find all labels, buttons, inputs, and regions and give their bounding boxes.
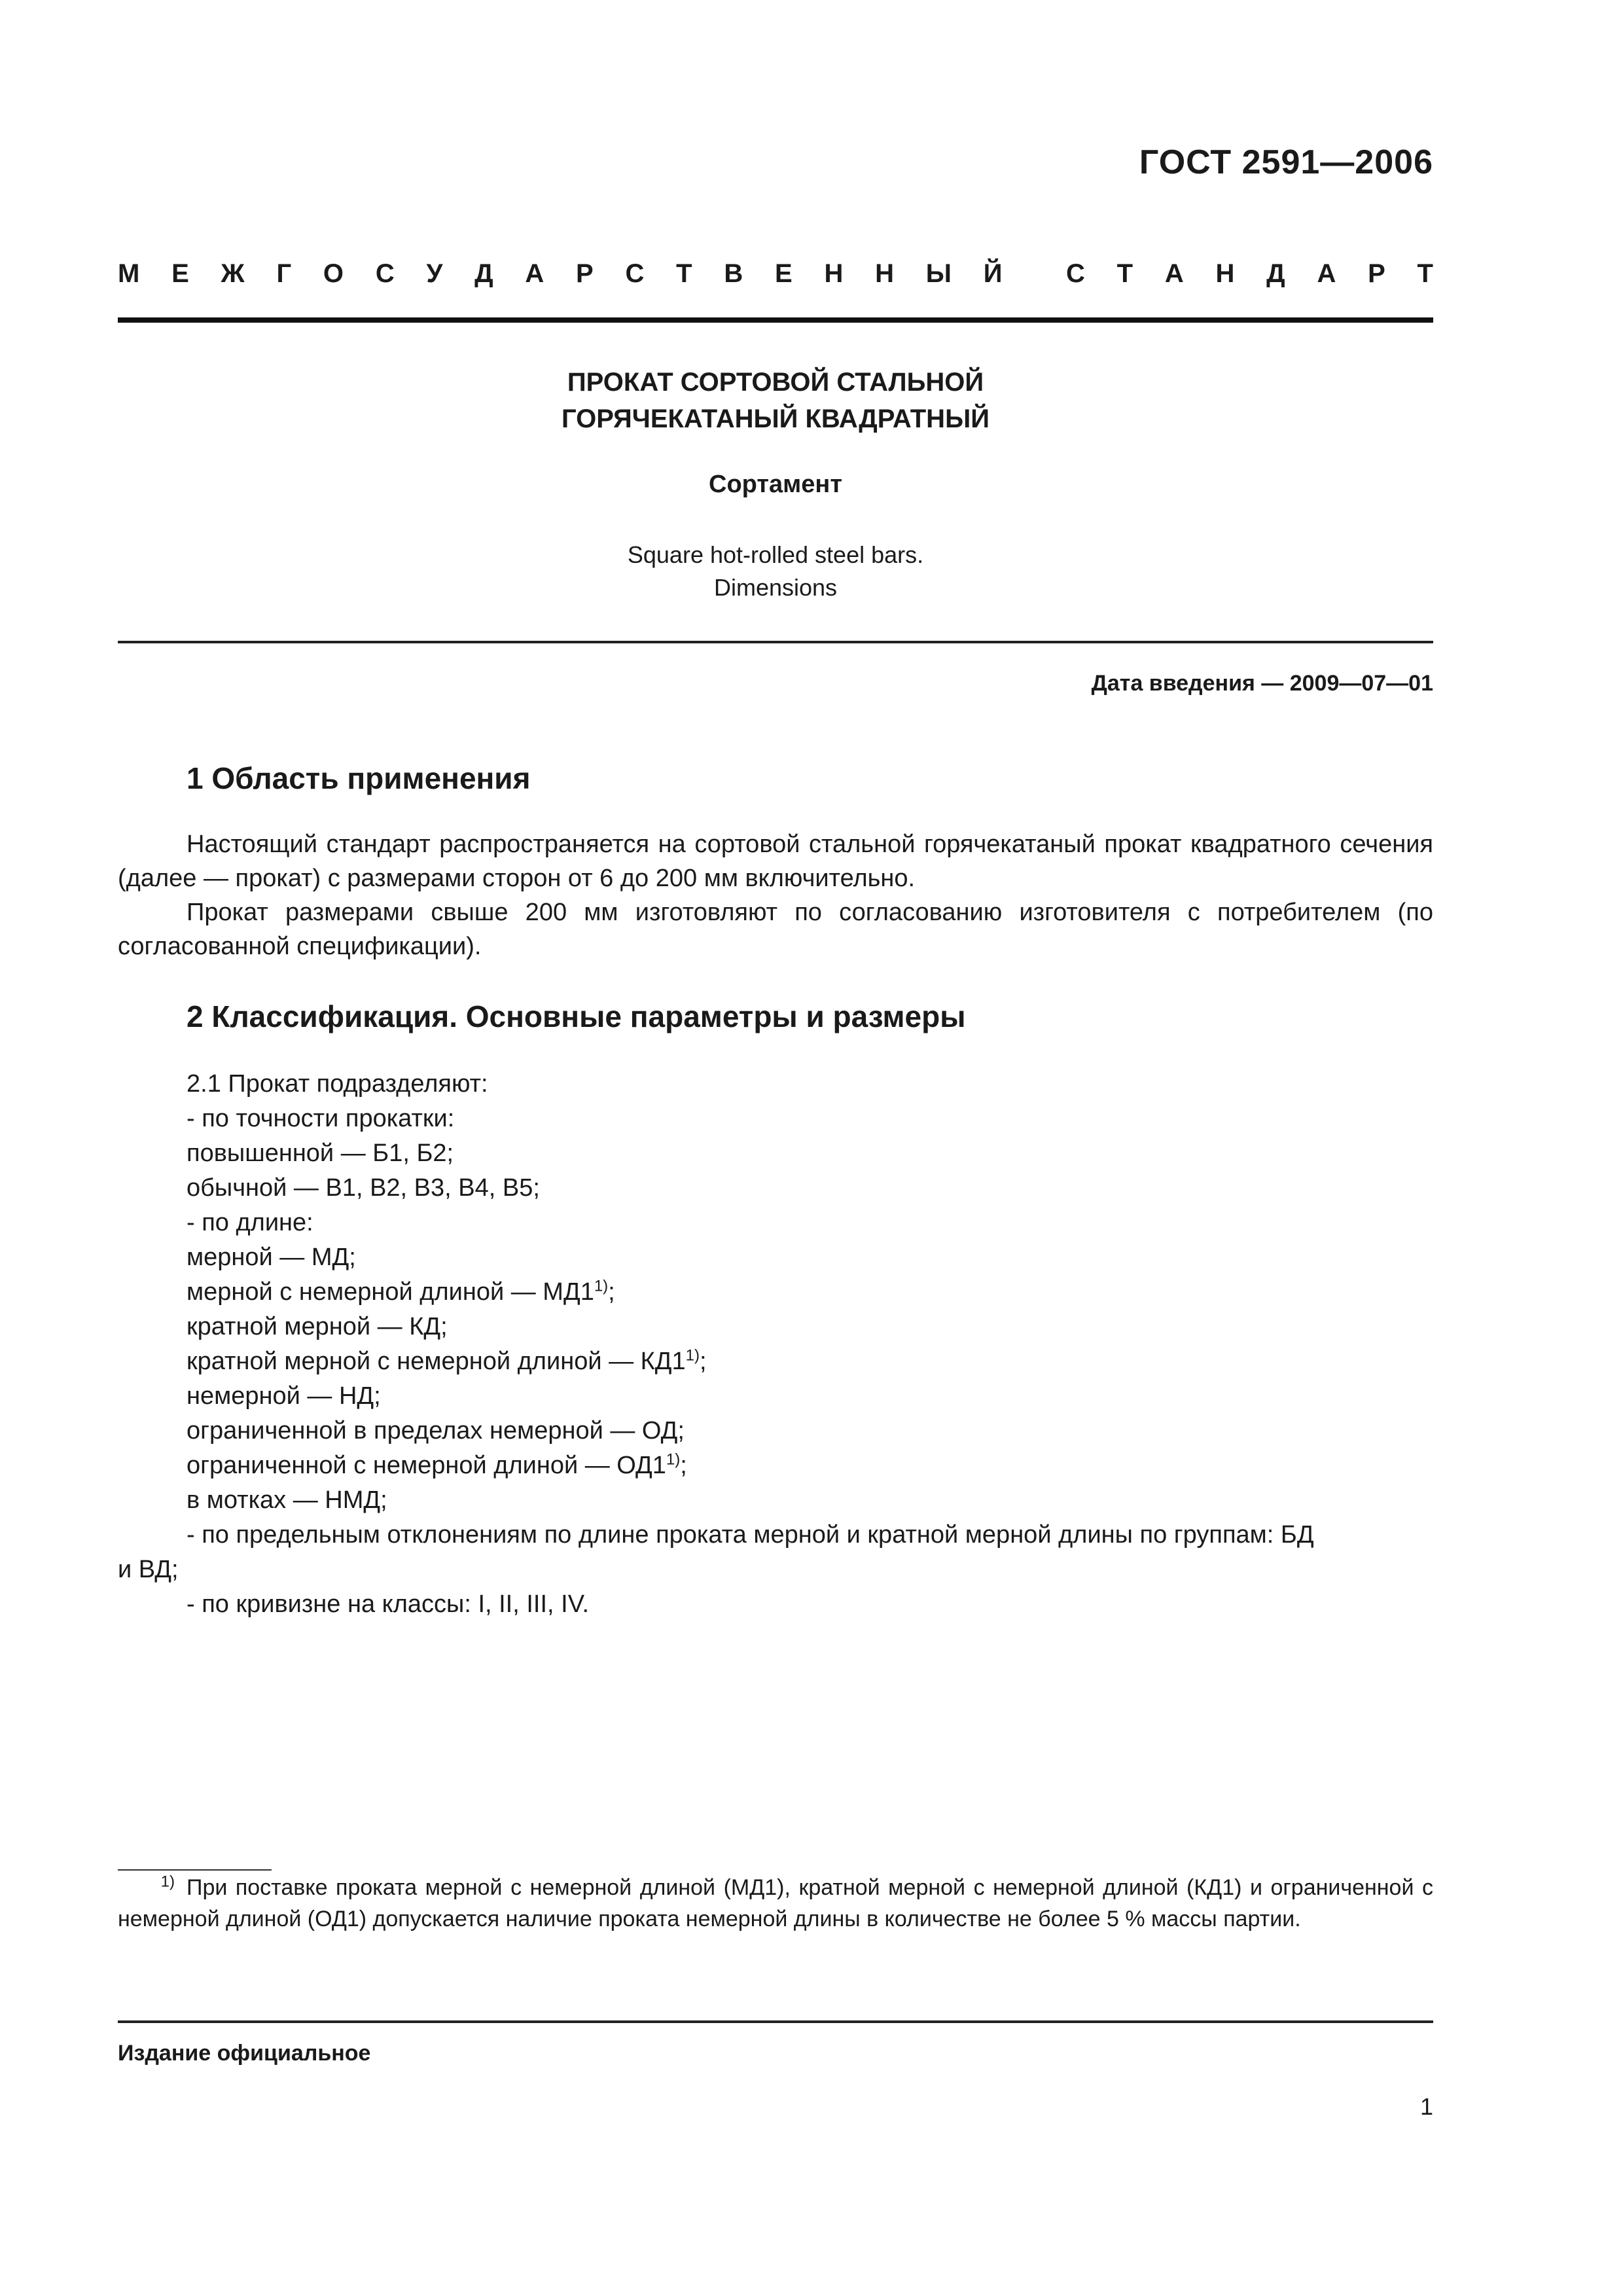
category-letter: А [525, 259, 544, 288]
list-line: кратной мерной — КД; [187, 1313, 448, 1340]
standard-category [118, 259, 1433, 289]
list-line [187, 1344, 707, 1379]
list-line-end: ; [700, 1348, 707, 1375]
footnote-rule [118, 1869, 272, 1871]
category-letter: А [1164, 259, 1184, 288]
list-line: - по длине: [187, 1209, 313, 1236]
section-1-heading: 1 Область применения [187, 761, 531, 795]
category-letter: Р [576, 259, 594, 288]
list-line: немерной — НД; [187, 1382, 381, 1410]
category-letter: Ы [925, 259, 952, 288]
list-line: - по кривизне на классы: I, II, III, IV. [187, 1590, 590, 1618]
category-letter: Р [1368, 259, 1385, 288]
category-letter: Т [1417, 259, 1433, 288]
english-title-line-2: Dimensions [713, 574, 838, 601]
category-letter: С [375, 259, 395, 288]
category-letter: Т [676, 259, 692, 288]
category-letter: Ж [221, 259, 245, 288]
category-letter: С [625, 259, 645, 288]
category-letter: В [724, 259, 743, 288]
category-letter: М [118, 259, 140, 288]
footnote-ref: 1) [685, 1346, 700, 1365]
header-rule [118, 317, 1433, 323]
category-letter: Е [775, 259, 793, 288]
document-title-line-1: ПРОКАТ СОРТОВОЙ СТАЛЬНОЙ [567, 368, 984, 397]
list-line: мерной — МД; [187, 1244, 356, 1271]
category-letter: Н [1215, 259, 1235, 288]
section-1-paragraph-1-text: Настоящий стандарт распространяется на сортовой стальной горячекатаный прокат квадратного сечения (далее — прокат) с размерами сторон от 6 до 200 мм включительно. [118, 831, 1433, 892]
list-line [187, 1275, 615, 1310]
english-title-line-1: Square hot-rolled steel bars. [627, 541, 924, 568]
footnote-ref: 1) [666, 1450, 681, 1469]
document-subtitle: Сортамент [709, 471, 842, 498]
footnote [118, 1872, 1433, 1935]
list-line-text: мерной с немерной длиной — МД1 [187, 1278, 594, 1306]
category-letter: Н [875, 259, 895, 288]
category-letter: Т [1116, 259, 1133, 288]
list-line: ограниченной в пределах немерной — ОД; [187, 1417, 685, 1444]
section-1-paragraph-1 [118, 827, 1433, 895]
list-line: и ВД; [118, 1556, 179, 1583]
category-letter: С [1066, 259, 1085, 288]
list-line [187, 1448, 687, 1483]
list-line: - по точности прокатки: [187, 1105, 455, 1132]
category-letter: Е [171, 259, 189, 288]
standard-code: ГОСТ 2591—2006 [1139, 143, 1433, 181]
category-letter: Й [983, 259, 1003, 288]
page-number: 1 [1419, 2093, 1433, 2120]
category-letter: Д [474, 259, 493, 288]
footnote-text: При поставке проката мерной с немерной длиной (МД1), кратной мерной с немерной длиной (КД1) и ограниченной с немерной длиной (ОД1) допускается наличие проката немерной длины в количестве не более 5 % массы партии. [118, 1875, 1433, 1931]
category-letter: Д [1266, 259, 1285, 288]
footnote-ref: 1) [594, 1277, 609, 1295]
section-2-heading: 2 Классификация. Основные параметры и размеры [187, 999, 966, 1033]
document-title-line-2: ГОРЯЧЕКАТАНЫЙ КВАДРАТНЫЙ [562, 404, 990, 433]
section-1-paragraph-2 [118, 895, 1433, 963]
list-line: 2.1 Прокат подразделяют: [187, 1070, 488, 1098]
list-line-text: кратной мерной с немерной длиной — КД1 [187, 1348, 686, 1375]
category-letter: Г [276, 259, 292, 288]
list-line-end: ; [680, 1452, 687, 1479]
section-1-paragraph-2-text: Прокат размерами свыше 200 мм изготовляют по согласованию изготовителя с потребителем (по согласованной спецификации). [118, 899, 1433, 960]
category-letter: А [1317, 259, 1336, 288]
category-letter: О [323, 259, 344, 288]
official-edition-label: Издание официальное [118, 2041, 371, 2066]
list-line: в мотках — НМД; [187, 1486, 387, 1514]
list-line: повышенной — Б1, Б2; [187, 1139, 454, 1167]
effective-date: Дата введения — 2009—07—01 [1091, 671, 1433, 696]
footer-rule [118, 2020, 1433, 2023]
list-line: обычной — В1, В2, В3, В4, В5; [187, 1174, 540, 1202]
category-letter: Н [824, 259, 844, 288]
list-line-end: ; [608, 1278, 615, 1306]
list-line: - по предельным отклонениям по длине проката мерной и кратной мерной длины по группам: БД [187, 1521, 1314, 1549]
category-letter: У [426, 259, 443, 288]
title-rule [118, 641, 1433, 643]
footnote-mark: 1) [160, 1873, 175, 1891]
list-line-text: ограниченной с немерной длиной — ОД1 [187, 1452, 666, 1479]
